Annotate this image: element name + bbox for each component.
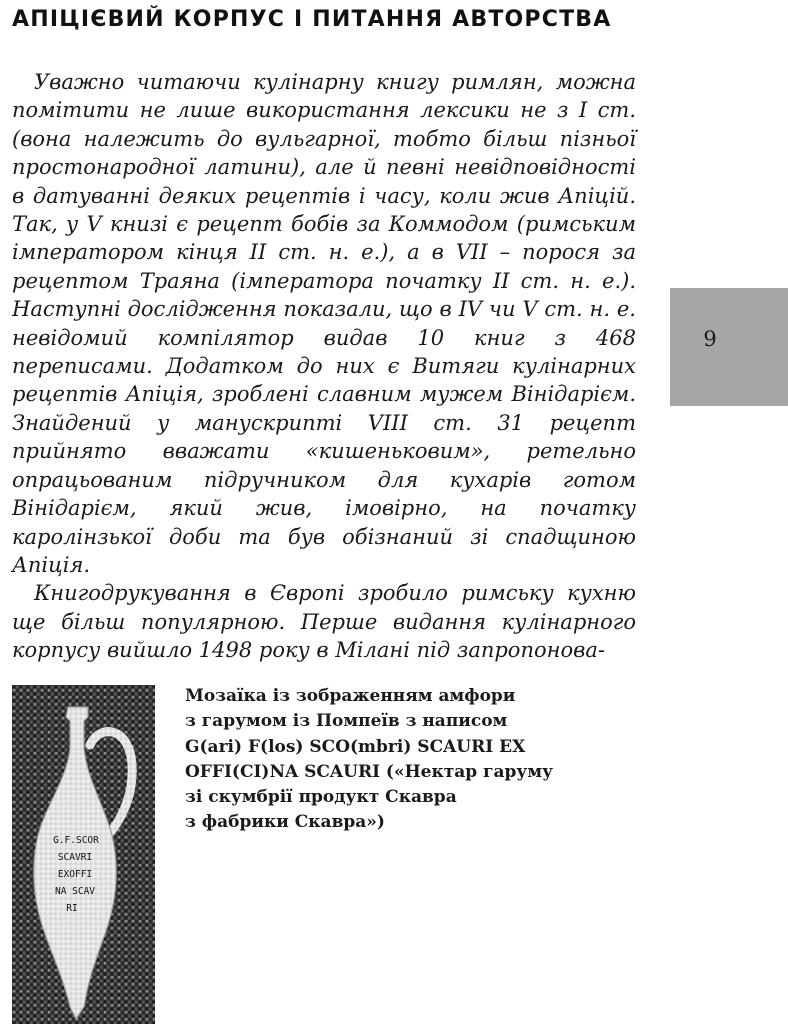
figure-caption <box>185 684 595 836</box>
caption-line: OFFI(CI)NA SCAURI («Нектар гаруму <box>185 761 553 782</box>
paragraph: Книгодрукування в Європі зробило римську кухню ще більш популярною. Перше видання кулінарного корпусу вийшло 1498 року в Мілані під запропонова- <box>12 581 636 663</box>
caption-line: Мозаїка із зображенням амфори <box>185 686 516 706</box>
caption-line: з гарумом із Помпеїв з написом <box>185 711 508 732</box>
paragraph: Уважно читаючи кулінарну книгу римлян, можна помітити не лише використання лексики не з І ст. (вона належить до вульгарної, тобто більш пізньої простонародної латини), але й певні невідповідності в датуванні деяких рецептів і часу, коли жив Апіцій. Так, у V книзі є рецепт бобів за Коммодом (римським імператором кінця ІІ ст. н. е.), а в VII – порося за рецептом Траяна (імператора початку ІІ ст. н. е.). Наступні дослідження показали, що в IV чи V ст. н. е. невідомий компілятор видав 10 книг з 468 переписами. Додатком до них є Витяги кулінарних рецептів Апіція, зроблені славним мужем Вінідарієм. Знайдений у манускрипті VIII ст. 31 рецепт прийнято вважати «кишеньковим», ретельно опрацьованим підручником для кухарів готом Вінідарієм, який жив, імовірно, на початку каролінзької доби та був обізнаний зі спадщиною Апіція. <box>12 70 636 577</box>
body-text <box>12 68 636 665</box>
page-number-tab <box>670 288 788 406</box>
caption-line: зі скумбрії продукт Скавра <box>185 787 457 808</box>
inscription-line: EXOFFI <box>57 869 93 880</box>
inscription-line: SCAVRI <box>57 852 93 863</box>
inscription-line: RI <box>66 903 78 914</box>
inscription-line: NA SCAV <box>54 886 96 897</box>
mosaic-amphora-image <box>12 685 155 1024</box>
page-number: 9 <box>703 327 717 351</box>
inscription-line: G.F.SCOR <box>53 835 99 846</box>
caption-line: G(ari) F(los) SCO(mbri) SCAURI EX <box>185 736 526 757</box>
caption-line: з фабрики Скавра») <box>185 812 385 833</box>
page-title: АПІЦІЄВИЙ КОРПУС І ПИТАННЯ АВТОРСТВА <box>12 7 612 32</box>
